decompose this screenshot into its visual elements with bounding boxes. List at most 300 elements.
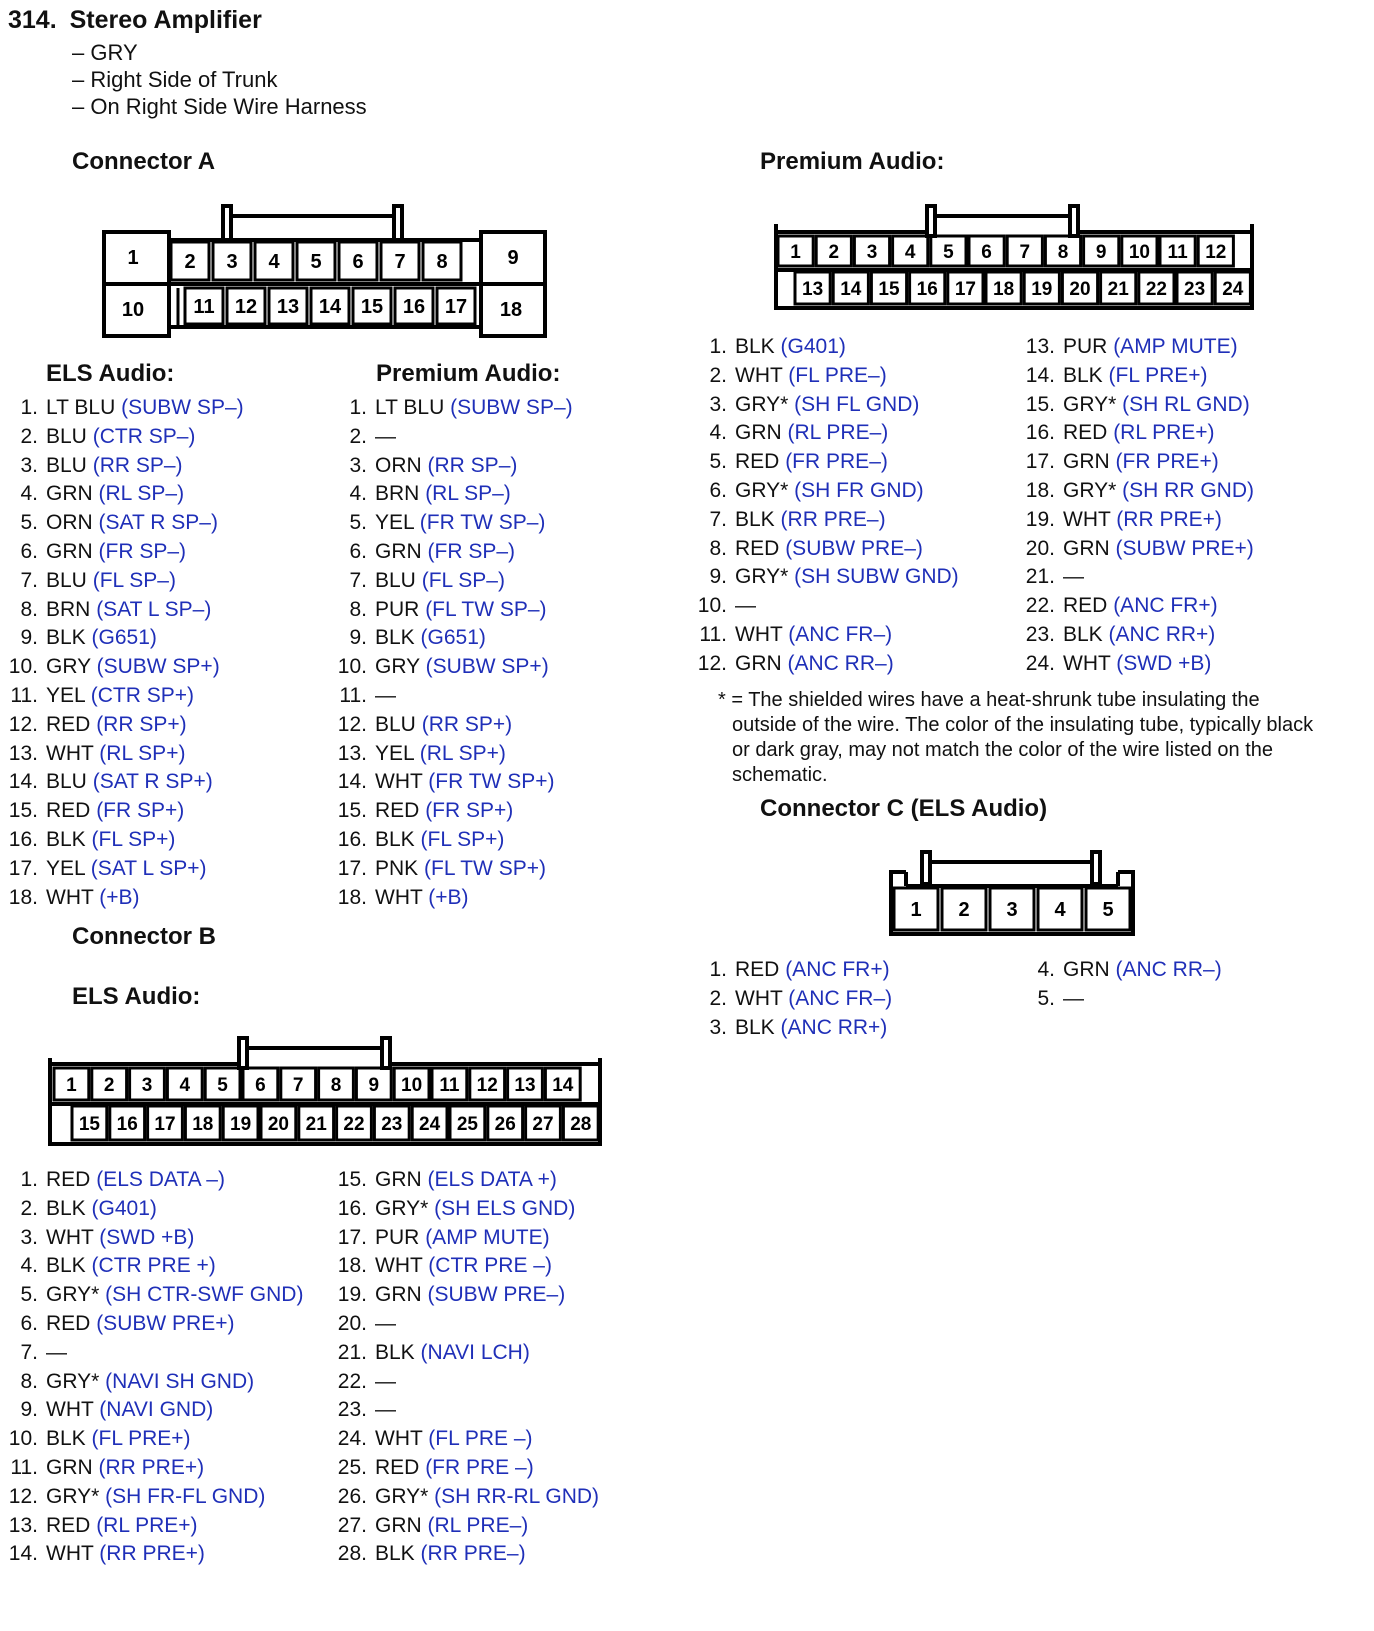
pin-number: 6.	[20, 1311, 38, 1335]
pin-label: 15	[360, 296, 384, 319]
pin-number: 1.	[349, 396, 367, 419]
pin-number: 22.	[1025, 594, 1055, 618]
signal-name: (FR PRE+)	[1115, 450, 1219, 474]
pin-label: 17	[154, 1113, 176, 1135]
pin-number: 14.	[8, 1542, 38, 1566]
detail-color: – GRY	[72, 40, 138, 65]
pin-number: 19.	[337, 1283, 367, 1307]
wire-color: BLK	[375, 626, 415, 650]
signal-name: (SUBW SP–)	[121, 396, 244, 419]
signal-name: (ANC FR+)	[785, 958, 890, 981]
pin-number: 5.	[20, 511, 38, 535]
connector-a-diagram	[100, 202, 550, 342]
wire-color: GRY*	[1063, 478, 1117, 502]
detail-location: – Right Side of Trunk	[72, 67, 278, 92]
pin-number: 7.	[20, 1340, 38, 1364]
pin-number: 11.	[10, 683, 38, 707]
wire-color: GRN	[375, 1513, 422, 1537]
pin-number: 6.	[349, 539, 367, 563]
signal-name: (FL TW SP–)	[425, 597, 547, 621]
wire-color: WHT	[375, 1254, 423, 1278]
connector-b-els-heading: ELS Audio:	[72, 983, 201, 1010]
signal-name: (SUBW SP–)	[450, 396, 573, 419]
pin-label: 6	[352, 251, 364, 274]
pin-number: 20.	[337, 1311, 367, 1335]
wire-color: —	[375, 1398, 396, 1422]
signal-name: (RL SP–)	[98, 482, 185, 506]
signal-name: (AMP MUTE)	[1113, 335, 1238, 358]
connector-b-diagram	[44, 1034, 606, 1150]
pin-label: 12	[1205, 241, 1227, 263]
pin-label: 4	[904, 241, 916, 263]
pin-number: 2.	[709, 986, 727, 1010]
pin-label: 24	[1222, 278, 1244, 300]
wire-color: GRN	[46, 1455, 93, 1479]
pin-number: 18.	[8, 885, 38, 909]
pin-number: 9.	[709, 565, 727, 589]
wire-color: RED	[735, 958, 780, 981]
signal-name: (FL SP–)	[92, 568, 176, 592]
pin-number: 21.	[1025, 565, 1055, 589]
wire-color: WHT	[375, 1427, 423, 1451]
wire-color: GRY*	[375, 1196, 429, 1220]
pin-label: 22	[343, 1113, 365, 1135]
pin-label: 21	[1107, 278, 1129, 300]
pin-number: 27.	[337, 1513, 367, 1537]
pin-number: 11.	[699, 622, 727, 646]
wire-color: WHT	[46, 1225, 94, 1249]
signal-name: (SAT R SP–)	[98, 511, 218, 535]
pin-label: 9	[507, 247, 519, 269]
pin-label: 3	[1006, 899, 1018, 922]
pin-number: 3.	[709, 1015, 727, 1039]
pin-label: 21	[305, 1113, 327, 1135]
signal-name: (RR PRE–)	[780, 507, 886, 531]
signal-name: (FR SP+)	[96, 799, 185, 823]
wire-color: RED	[46, 1311, 91, 1335]
wire-color: YEL	[46, 856, 85, 880]
signal-name: (FL SP–)	[421, 568, 505, 592]
wire-color: GRY	[46, 655, 91, 679]
pin-label: 17	[444, 296, 468, 319]
premium-connector-diagram	[770, 202, 1260, 314]
pin-number: 1.	[709, 958, 727, 981]
pin-label: 16	[402, 296, 426, 319]
signal-name: (RR PRE+)	[99, 1542, 205, 1566]
signal-name: (FR TW SP+)	[428, 770, 555, 794]
signal-name: (G401)	[780, 335, 846, 358]
wire-color: GRY*	[46, 1484, 100, 1508]
pin-label: 2	[958, 899, 970, 922]
wire-color: GRY*	[46, 1283, 100, 1307]
pin-number: 1.	[20, 1168, 38, 1191]
pin-label: 16	[916, 278, 938, 300]
pin-number: 16.	[1025, 421, 1055, 445]
pin-number: 28.	[337, 1542, 367, 1566]
wire-color: BLK	[735, 1015, 775, 1039]
signal-name: (FR TW SP–)	[419, 511, 546, 535]
wire-color: RED	[46, 799, 91, 823]
signal-name: (RL PRE+)	[1113, 421, 1215, 445]
wire-color: BLK	[1063, 622, 1103, 646]
pin-label: 13	[802, 278, 824, 300]
pin-number: 23.	[1025, 622, 1055, 646]
pin-number: 14.	[1025, 363, 1055, 387]
signal-name: (RL SP+)	[99, 741, 186, 765]
pin-number: 25.	[337, 1455, 367, 1479]
signal-name: (FL PRE–)	[788, 363, 887, 387]
wire-color: BLK	[46, 1427, 86, 1451]
signal-name: (G401)	[91, 1196, 157, 1220]
wire-color: PNK	[375, 856, 419, 880]
pin-number: 9.	[20, 626, 38, 650]
wire-color: —	[375, 1369, 396, 1393]
pin-number: 9.	[20, 1398, 38, 1422]
pin-number: 2.	[20, 1196, 38, 1220]
signal-name: (ELS DATA –)	[96, 1168, 225, 1191]
wire-color: BLU	[46, 424, 87, 448]
pin-number: 1.	[20, 396, 38, 419]
signal-name: (RR SP–)	[92, 453, 183, 477]
signal-name: (CTR PRE +)	[91, 1254, 216, 1278]
pin-number: 4.	[709, 421, 727, 445]
pin-number: 12.	[8, 1484, 38, 1508]
pin-label: 10	[1128, 241, 1150, 263]
wire-color: —	[375, 1311, 396, 1335]
wire-color: BLK	[375, 1340, 415, 1364]
signal-name: (FR SP–)	[427, 539, 516, 563]
signal-name: (SWD +B)	[1116, 651, 1212, 675]
wire-color: GRN	[375, 1168, 422, 1191]
wire-color: RED	[375, 799, 420, 823]
wire-color: GRN	[46, 539, 93, 563]
signal-name: (RR PRE+)	[1116, 507, 1222, 531]
pin-number: 12.	[697, 651, 727, 675]
pin-number: 3.	[20, 453, 38, 477]
wire-color: BLK	[375, 1542, 415, 1566]
wire-color: ORN	[375, 453, 422, 477]
pin-label: 4	[1054, 899, 1066, 922]
pin-number: 18.	[337, 1254, 367, 1278]
pin-number: 1.	[709, 335, 727, 358]
wire-color: —	[1063, 986, 1084, 1010]
wire-color: RED	[46, 1168, 91, 1191]
pin-label: 11	[193, 296, 215, 319]
signal-name: (FL TW SP+)	[424, 856, 546, 880]
wire-color: BLK	[1063, 363, 1103, 387]
signal-name: (SH FL GND)	[794, 392, 920, 416]
wire-color: RED	[46, 712, 91, 736]
pin-number: 8.	[709, 536, 727, 560]
pin-label: 20	[267, 1113, 289, 1135]
pin-label: 11	[439, 1074, 460, 1096]
pin-number: 6.	[709, 478, 727, 502]
signal-name: (SH RR GND)	[1122, 478, 1254, 502]
pin-label: 5	[310, 251, 322, 274]
pin-number: 15.	[8, 799, 38, 823]
signal-name: (SAT L SP–)	[96, 597, 212, 621]
pin-number: 3.	[349, 453, 367, 477]
signal-name: (FR SP+)	[425, 799, 514, 823]
pin-number: 10.	[8, 655, 38, 679]
wire-color: WHT	[375, 885, 423, 909]
connector-a-premium-heading: Premium Audio:	[376, 360, 561, 387]
signal-name: (SUBW PRE+)	[1115, 536, 1254, 560]
pin-number: 4.	[20, 482, 38, 506]
wire-color: WHT	[375, 770, 423, 794]
wire-color: —	[375, 424, 396, 448]
pin-number: 5.	[349, 511, 367, 535]
signal-name: (NAVI SH GND)	[105, 1369, 255, 1393]
pin-number: 5.	[1037, 986, 1055, 1010]
pin-label: 6	[981, 241, 992, 263]
connector-a-heading: Connector A	[72, 148, 216, 175]
pin-number: 10.	[8, 1427, 38, 1451]
signal-name: (FL PRE+)	[91, 1427, 191, 1451]
pin-label: 8	[1057, 241, 1069, 263]
pin-number: 26.	[337, 1484, 367, 1508]
signal-name: (FR SP–)	[98, 539, 187, 563]
pin-number: 4.	[349, 482, 367, 506]
pin-label: 1	[910, 899, 922, 922]
pin-label: 16	[116, 1113, 138, 1135]
pin-label: 4	[179, 1074, 191, 1096]
wire-color: BRN	[375, 482, 420, 506]
signal-name: (FR PRE –)	[425, 1455, 534, 1479]
wire-color: GRN	[1063, 450, 1110, 474]
wire-color: GRN	[1063, 536, 1110, 560]
pin-label: 15	[878, 278, 900, 300]
signal-name: (RR PRE–)	[420, 1542, 526, 1566]
pin-label: 7	[1019, 241, 1031, 263]
signal-name: (FL SP+)	[420, 827, 505, 851]
pin-number: 13.	[8, 1513, 38, 1537]
pin-number: 11.	[339, 683, 367, 707]
pin-number: 7.	[709, 507, 727, 531]
pin-number: 8.	[20, 597, 38, 621]
wire-color: WHT	[46, 741, 94, 765]
wire-color: PUR	[1063, 335, 1108, 358]
pin-number: 4.	[20, 1254, 38, 1278]
signal-name: (SAT L SP+)	[90, 856, 207, 880]
pin-label: 5	[217, 1074, 228, 1096]
wire-color: —	[375, 683, 396, 707]
pin-number: 16.	[8, 827, 38, 851]
pin-number: 7.	[20, 568, 38, 592]
wire-color: BLK	[46, 827, 86, 851]
signal-name: (SUBW PRE–)	[427, 1283, 566, 1307]
wire-color: RED	[375, 1455, 420, 1479]
pin-number: 15.	[1025, 392, 1055, 416]
pin-number: 6.	[20, 539, 38, 563]
connector-c-heading: Connector C (ELS Audio)	[760, 795, 1048, 822]
pin-number: 7.	[349, 568, 367, 592]
pin-number: 2.	[349, 424, 367, 448]
wire-color: WHT	[735, 986, 783, 1010]
signal-name: (ANC RR+)	[1108, 622, 1216, 646]
signal-name: (SAT R SP+)	[92, 770, 213, 794]
pin-label: 4	[268, 251, 280, 274]
signal-name: (SH CTR-SWF GND)	[105, 1283, 304, 1307]
wire-color: RED	[1063, 594, 1108, 618]
pin-label: 5	[1102, 899, 1114, 922]
wire-color: WHT	[1063, 651, 1111, 675]
wire-color: BLK	[46, 1254, 86, 1278]
wire-color: BLK	[46, 1196, 86, 1220]
signal-name: (ANC FR–)	[788, 622, 893, 646]
pin-number: 17.	[1025, 450, 1055, 474]
signal-name: (G651)	[420, 626, 486, 650]
pin-label: 3	[141, 1074, 153, 1096]
wire-color: GRY*	[1063, 392, 1117, 416]
wire-color: LT BLU	[46, 396, 116, 419]
pin-label: 3	[866, 241, 878, 263]
pin-label: 18	[499, 299, 523, 321]
signal-name: (RL PRE+)	[96, 1513, 198, 1537]
signal-name: (+B)	[99, 885, 140, 909]
pin-number: 22.	[337, 1369, 367, 1393]
wire-color: BLK	[46, 626, 86, 650]
signal-name: (SH ELS GND)	[434, 1196, 576, 1220]
pin-label: 13	[276, 296, 300, 319]
pin-number: 10.	[337, 655, 367, 679]
pin-label: 19	[1031, 278, 1053, 300]
pin-number: 23.	[337, 1398, 367, 1422]
signal-name: (SUBW SP+)	[96, 655, 220, 679]
pin-label: 10	[401, 1074, 423, 1096]
pin-number: 24.	[337, 1427, 367, 1451]
page-title	[8, 6, 262, 35]
pin-label: 23	[381, 1113, 403, 1135]
pin-number: 14.	[337, 770, 367, 794]
wire-color: GRY	[375, 655, 420, 679]
pin-label: 7	[394, 251, 406, 274]
wire-color: WHT	[1063, 507, 1111, 531]
pin-number: 13.	[337, 741, 367, 765]
pin-number: 18.	[337, 885, 367, 909]
pin-label: 2	[828, 241, 840, 263]
signal-name: (FL SP+)	[91, 827, 176, 851]
wire-color: WHT	[46, 1398, 94, 1422]
pin-label: 8	[436, 251, 448, 274]
pin-number: 8.	[20, 1369, 38, 1393]
pin-label: 9	[1095, 241, 1107, 263]
pin-number: 2.	[709, 363, 727, 387]
wire-color: GRY*	[375, 1484, 429, 1508]
pin-number: 12.	[337, 712, 367, 736]
wire-color: BLK	[735, 507, 775, 531]
wire-color: GRY*	[46, 1369, 100, 1393]
wire-color: BLU	[46, 568, 87, 592]
signal-name: (SH RR-RL GND)	[434, 1484, 600, 1508]
pin-label: 1	[66, 1074, 77, 1096]
pin-label: 20	[1069, 278, 1091, 300]
connector-b-heading: Connector B	[72, 923, 216, 950]
pin-label: 5	[943, 241, 954, 263]
signal-name: (ANC FR–)	[788, 986, 893, 1010]
signal-name: (SH FR-FL GND)	[105, 1484, 266, 1508]
pin-number: 13.	[1025, 335, 1055, 358]
pin-label: 28	[570, 1113, 592, 1135]
wire-color: BLU	[46, 770, 87, 794]
wire-color: GRN	[375, 1283, 422, 1307]
pin-number: 5.	[20, 1283, 38, 1307]
wire-color: BLK	[375, 827, 415, 851]
signal-name: (SH RL GND)	[1122, 392, 1250, 416]
wire-color: GRY*	[735, 392, 789, 416]
signal-name: (CTR SP+)	[90, 683, 195, 707]
wire-color: GRY*	[735, 565, 789, 589]
wire-color: PUR	[375, 597, 420, 621]
signal-name: (G651)	[91, 626, 157, 650]
pin-label: 9	[368, 1074, 380, 1096]
pin-number: 16.	[337, 1196, 367, 1220]
signal-name: (AMP MUTE)	[425, 1225, 550, 1249]
signal-name: (ANC RR–)	[787, 651, 894, 675]
wire-color: YEL	[46, 683, 85, 707]
pin-number: 10.	[697, 594, 727, 618]
pin-label: 26	[494, 1113, 516, 1135]
signal-name: (ANC RR–)	[1115, 958, 1222, 981]
connector-c-diagram	[886, 848, 1140, 940]
pin-label: 24	[419, 1113, 441, 1135]
pin-label: 14	[552, 1074, 574, 1096]
pin-label: 12	[234, 296, 258, 319]
signal-name: (RR SP–)	[427, 453, 518, 477]
pin-label: 12	[476, 1074, 498, 1096]
signal-name: (RR SP+)	[421, 712, 513, 736]
wire-color: BRN	[46, 597, 91, 621]
pin-number: 3.	[709, 392, 727, 416]
pin-number: 5.	[709, 450, 727, 474]
signal-name: (CTR SP–)	[92, 424, 196, 448]
signal-name: (RR PRE+)	[98, 1455, 205, 1479]
signal-name: (NAVI GND)	[99, 1398, 214, 1422]
pin-number: 13.	[8, 741, 38, 765]
wire-color: WHT	[46, 1542, 94, 1566]
wire-color: YEL	[375, 511, 414, 535]
signal-name: (FR PRE–)	[785, 450, 888, 474]
pin-label: 18	[192, 1113, 214, 1135]
signal-name: (SWD +B)	[99, 1225, 195, 1249]
pin-number: 16.	[337, 827, 367, 851]
pin-label: 2	[103, 1074, 115, 1096]
pin-label: 11	[1167, 241, 1188, 263]
signal-name: (FL PRE+)	[1108, 363, 1208, 387]
wire-color: RED	[1063, 421, 1108, 445]
wire-color: BLU	[375, 568, 416, 592]
signal-name: (FL PRE –)	[428, 1427, 533, 1451]
pin-label: 25	[456, 1113, 478, 1135]
wire-color: RED	[735, 450, 780, 474]
pin-label: 1	[790, 241, 801, 263]
pin-label: 22	[1145, 278, 1167, 300]
signal-name: (ELS DATA +)	[427, 1168, 557, 1191]
wire-color: —	[46, 1340, 67, 1364]
pin-number: 3.	[20, 1225, 38, 1249]
pin-number: 17.	[337, 1225, 367, 1249]
pin-label: 6	[255, 1074, 266, 1096]
wire-color: GRN	[1063, 958, 1110, 981]
pin-number: 14.	[8, 770, 38, 794]
pin-label: 2	[184, 251, 196, 274]
signal-name: (NAVI LCH)	[420, 1340, 530, 1364]
wire-color: YEL	[375, 741, 414, 765]
pin-number: 17.	[8, 856, 38, 880]
pin-label: 8	[330, 1074, 342, 1096]
detail-harness: – On Right Side Wire Harness	[72, 94, 367, 119]
wire-color: WHT	[46, 885, 94, 909]
